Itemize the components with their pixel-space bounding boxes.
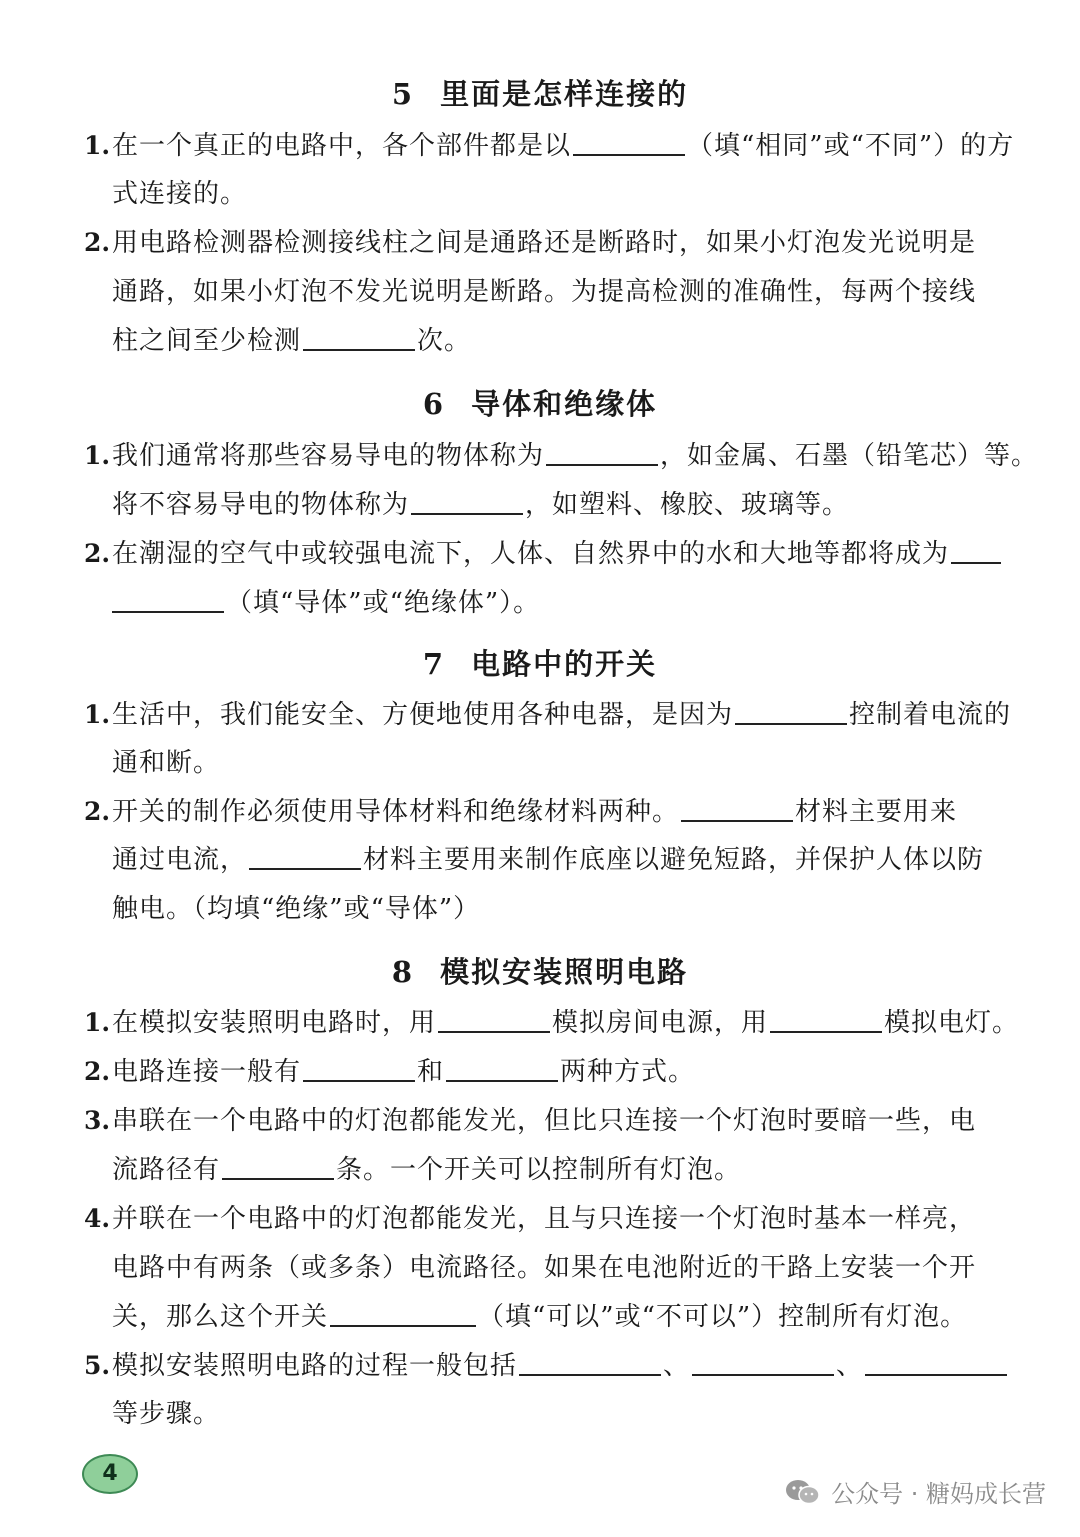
question-text: 模拟电灯。 bbox=[884, 1008, 1020, 1038]
answer-blank[interactable] bbox=[249, 840, 361, 870]
section-number: 8 bbox=[391, 955, 415, 989]
answer-blank[interactable] bbox=[438, 1003, 550, 1033]
question-text: 电路连接一般有 bbox=[112, 1057, 302, 1087]
question-line bbox=[112, 583, 1012, 623]
question-line: 并联在一个电路中的灯泡都能发光，且与只连接一个灯泡时基本一样亮， bbox=[112, 1204, 977, 1234]
answer-blank[interactable] bbox=[411, 485, 523, 515]
section-8-title bbox=[0, 952, 1080, 992]
wechat-icon bbox=[785, 1478, 821, 1506]
question-line bbox=[112, 1052, 1012, 1092]
question-number: 1. bbox=[84, 441, 111, 470]
question-line bbox=[112, 485, 1012, 525]
section-number: 5 bbox=[391, 77, 415, 111]
question-number: 2. bbox=[84, 539, 111, 568]
question-text: 开关的制作必须使用导体材料和绝缘材料两种。 bbox=[112, 797, 680, 827]
answer-blank[interactable] bbox=[735, 695, 847, 725]
question-text: 模拟安装照明电路的过程一般包括 bbox=[112, 1351, 518, 1381]
question-text: 、 bbox=[836, 1351, 864, 1381]
question-text: 控制着电流的 bbox=[849, 700, 1012, 730]
answer-blank[interactable] bbox=[112, 583, 224, 613]
question-text: 通过电流， bbox=[112, 845, 248, 875]
question-text: 次。 bbox=[417, 326, 472, 356]
answer-blank[interactable] bbox=[330, 1297, 476, 1327]
question-line: 触电。（均填“绝缘”或“导体”） bbox=[112, 894, 481, 924]
question-line: 串联在一个电路中的灯泡都能发光，但比只连接一个灯泡时要暗一些，电 bbox=[112, 1106, 977, 1136]
question-text: 生活中，我们能安全、方便地使用各种电器，是因为 bbox=[112, 700, 734, 730]
question-text: 和 bbox=[417, 1057, 445, 1087]
question-number: 2. bbox=[84, 1057, 111, 1086]
question-line bbox=[112, 534, 1012, 574]
question-text: 式连接的。 bbox=[112, 179, 248, 209]
question-text: 在一个真正的电路中，各个部件都是以 bbox=[112, 131, 572, 161]
question-number: 3. bbox=[84, 1106, 111, 1135]
answer-blank[interactable] bbox=[573, 126, 685, 156]
question-text: 关，那么这个开关 bbox=[112, 1302, 329, 1332]
question-text: ，如塑料、橡胶、玻璃等。 bbox=[525, 490, 850, 520]
question-text: 柱之间至少检测 bbox=[112, 326, 302, 356]
watermark-text: 公众号 · 糖妈成长营 bbox=[831, 1480, 1046, 1508]
question-line bbox=[112, 126, 1015, 166]
section-number: 6 bbox=[422, 387, 446, 421]
question-number: 2. bbox=[84, 228, 111, 257]
question-line bbox=[112, 1003, 1020, 1043]
question-line: 通和断。 bbox=[112, 748, 221, 778]
answer-blank[interactable] bbox=[519, 1346, 661, 1376]
answer-blank[interactable] bbox=[303, 321, 415, 351]
question-line bbox=[112, 695, 1012, 735]
question-text: 模拟房间电源，用 bbox=[552, 1008, 769, 1038]
question-line: 电路中有两条（或多条）电流路径。如果在电池附近的干路上安装一个开 bbox=[112, 1253, 977, 1283]
question-text: 、 bbox=[663, 1351, 691, 1381]
answer-blank[interactable] bbox=[546, 436, 658, 466]
question-line bbox=[112, 1297, 1012, 1337]
question-number: 1. bbox=[84, 1008, 111, 1037]
question-line bbox=[112, 321, 1012, 361]
question-number: 4. bbox=[84, 1204, 111, 1233]
question-line bbox=[112, 840, 1012, 880]
question-line bbox=[112, 436, 1039, 476]
question-line: 用电路检测器检测接线柱之间是通路还是断路时，如果小灯泡发光说明是 bbox=[112, 228, 977, 258]
watermark bbox=[785, 1474, 1046, 1509]
question-line bbox=[112, 1346, 1012, 1386]
question-text: 材料主要用来制作底座以避免短路，并保护人体以防 bbox=[363, 845, 985, 875]
question-text: （填“导体”或“绝缘体”）。 bbox=[226, 588, 541, 618]
question-text: 两种方式。 bbox=[560, 1057, 696, 1087]
question-text: 我们通常将那些容易导电的物体称为 bbox=[112, 441, 545, 471]
question-number: 5. bbox=[84, 1351, 111, 1380]
answer-blank[interactable] bbox=[951, 534, 1001, 564]
answer-blank[interactable] bbox=[865, 1346, 1007, 1376]
question-text: 材料主要用来 bbox=[795, 797, 958, 827]
question-text: 将不容易导电的物体称为 bbox=[112, 490, 410, 520]
answer-blank[interactable] bbox=[446, 1052, 558, 1082]
question-line bbox=[112, 174, 1012, 214]
question-line bbox=[112, 1150, 1012, 1190]
question-text: 在潮湿的空气中或较强电流下，人体、自然界中的水和大地等都将成为 bbox=[112, 539, 950, 569]
question-line bbox=[112, 792, 1012, 832]
answer-blank[interactable] bbox=[303, 1052, 415, 1082]
page-number-badge: 4 bbox=[82, 1454, 138, 1494]
section-6-title bbox=[0, 384, 1080, 424]
answer-blank[interactable] bbox=[222, 1150, 334, 1180]
question-line: 等步骤。 bbox=[112, 1399, 221, 1429]
question-text: ，如金属、石墨（铅笔芯）等。 bbox=[660, 441, 1039, 471]
question-text: （填“可以”或“不可以”）控制所有灯泡。 bbox=[478, 1302, 968, 1332]
question-text: 在模拟安装照明电路时，用 bbox=[112, 1008, 437, 1038]
answer-blank[interactable] bbox=[770, 1003, 882, 1033]
question-number: 2. bbox=[84, 797, 111, 826]
question-text: （填“相同”或“不同”）的方 bbox=[687, 131, 1015, 161]
section-7-title bbox=[0, 644, 1080, 684]
question-number: 1. bbox=[84, 700, 111, 729]
section-title-text: 模拟安装照明电路 bbox=[440, 955, 689, 989]
answer-blank[interactable] bbox=[681, 792, 793, 822]
question-number: 1. bbox=[84, 131, 111, 160]
answer-blank[interactable] bbox=[692, 1346, 834, 1376]
question-text: 条。一个开关可以控制所有灯泡。 bbox=[336, 1155, 742, 1185]
section-title-text: 导体和绝缘体 bbox=[471, 387, 658, 421]
section-title-text: 里面是怎样连接的 bbox=[440, 77, 689, 111]
question-text: 流路径有 bbox=[112, 1155, 221, 1185]
section-title-text: 电路中的开关 bbox=[471, 647, 658, 681]
section-5-title bbox=[0, 74, 1080, 114]
question-line: 通路，如果小灯泡不发光说明是断路。为提高检测的准确性，每两个接线 bbox=[112, 277, 977, 307]
section-number: 7 bbox=[422, 647, 446, 681]
